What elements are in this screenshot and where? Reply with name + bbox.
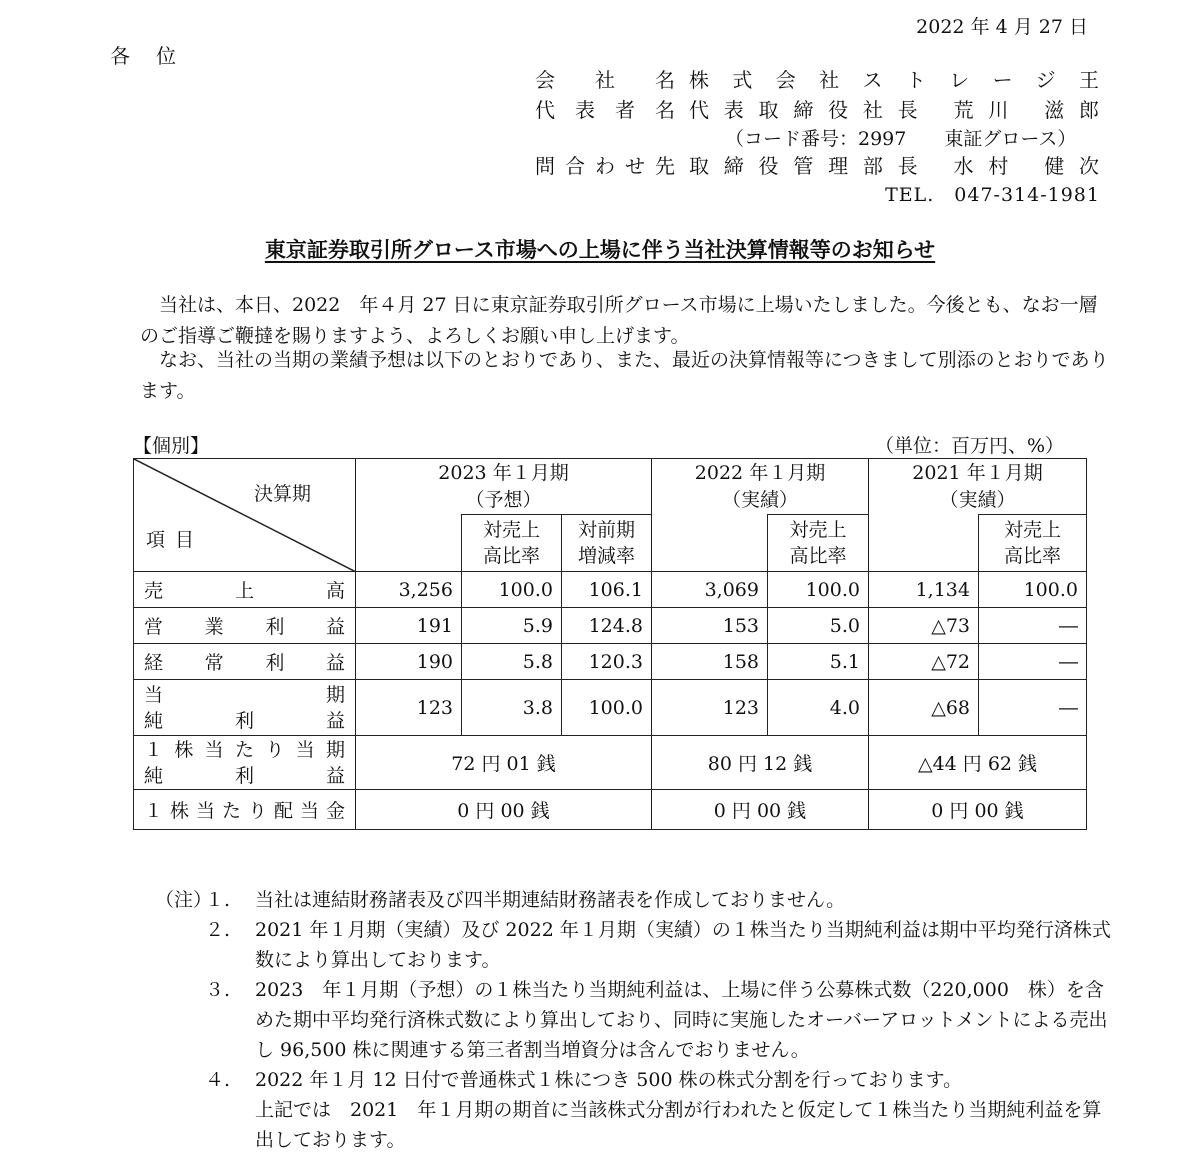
empty-header-cell	[356, 515, 462, 572]
note-number: ４.	[205, 1069, 231, 1091]
note-text: 2023 年１月期（予想）の１株当たり当期純利益は、上場に伴う公募株式数（220,000 株）を含めた期中平均発行済株式数により算出しており、同時に実施したオーバーアロットメントによる売出し 96,500 株に関連する第三者割当増資分は含んでおりません。	[255, 979, 1108, 1061]
period-header-2023	[356, 459, 652, 515]
contact-line	[535, 150, 1099, 179]
value-cell: △73	[869, 608, 979, 644]
section-label: 【個別】	[133, 435, 210, 457]
value-cell: 80 円 12 銭	[652, 736, 869, 790]
value-cell: 124.8	[562, 608, 652, 644]
row-label-line: 純利益	[144, 764, 345, 787]
note-number: ２.	[205, 919, 231, 941]
row-label: １株当たり配当金	[134, 790, 356, 830]
header-line: 高比率	[789, 545, 847, 567]
period-header-line: （予想）	[465, 489, 542, 511]
note-number: １.	[205, 889, 231, 911]
note-text: 上記では 2021 年１月期の期首に当該株式分割が行われたと仮定して１株当たり当期純利益を算出しております。	[255, 1099, 1102, 1151]
note-item	[155, 1065, 1115, 1155]
header-line: 対売上	[482, 519, 540, 541]
unit-label: （単位：百万円、%）	[874, 435, 1064, 457]
contact-label: 問合わせ先	[535, 154, 675, 178]
value-cell: 4.0	[768, 680, 869, 736]
notes-section	[155, 885, 1115, 1155]
value-cell: 1,134	[869, 572, 979, 608]
value-cell: 153	[652, 608, 768, 644]
header-line: 対前期	[577, 519, 635, 541]
note-number: ３.	[205, 979, 231, 1001]
company-label: 会社名	[535, 68, 675, 92]
representative-line	[535, 94, 1099, 123]
document-date: 2022 年 4 月 27 日	[916, 16, 1088, 38]
value-cell: 0 円 00 銭	[869, 790, 1087, 830]
addressee: 各位	[110, 44, 202, 68]
corner-diagonal-line	[134, 459, 356, 572]
value-cell: 0 円 00 銭	[356, 790, 652, 830]
row-label	[134, 736, 356, 790]
value-cell: △44 円 62 銭	[869, 736, 1087, 790]
row-label: 営業利益	[134, 608, 356, 644]
period-header-2022	[652, 459, 869, 515]
value-cell: 5.1	[768, 644, 869, 680]
value-cell: △68	[869, 680, 979, 736]
value-cell: 191	[356, 608, 462, 644]
value-cell: 100.0	[562, 680, 652, 736]
corner-item-label: 項目	[146, 529, 205, 551]
value-cell: △72	[869, 644, 979, 680]
table-row-ordinary-income	[134, 644, 1087, 680]
value-cell: ―	[979, 608, 1087, 644]
company-line	[535, 64, 1099, 93]
contact-name: 取締役管理部長 水村 健次	[689, 154, 1099, 178]
period-header-line: 2022 年１月期	[694, 462, 826, 484]
value-cell: ―	[979, 680, 1087, 736]
note-text: 2021 年１月期（実績）及び 2022 年１月期（実績）の１株当たり当期純利益は期中平均発行済株式数により算出しております。	[255, 919, 1111, 971]
paragraph-text: なお、当社の当期の業績予想は以下のとおりであり、また、最近の決算情報等につきまして別添のとおりであります。	[140, 349, 1109, 402]
representative-name: 代表取締役社長 荒川 滋郎	[689, 98, 1099, 122]
table-row-operating-income	[134, 608, 1087, 644]
note-text: 当社は連結財務諸表及び四半期連結財務諸表を作成しておりません。	[255, 889, 846, 911]
value-cell: 100.0	[768, 572, 869, 608]
table-corner-header	[134, 459, 356, 572]
note-text: 2022 年１月 12 日付で普通株式１株につき 500 株の株式分割を行っております。	[255, 1069, 963, 1091]
notes-label: （注）	[155, 889, 213, 911]
financial-table	[133, 458, 1087, 830]
value-cell: 106.1	[562, 572, 652, 608]
row-label: 経常利益	[134, 644, 356, 680]
value-cell: 3.8	[462, 680, 562, 736]
value-cell: 0 円 00 銭	[652, 790, 869, 830]
header-line: 高比率	[1003, 545, 1061, 567]
telephone: TEL. 047-314-1981	[885, 184, 1100, 206]
value-cell: 123	[652, 680, 768, 736]
body-paragraph-1	[140, 290, 1115, 352]
value-cell: 100.0	[462, 572, 562, 608]
value-cell: ―	[979, 644, 1087, 680]
body-paragraph-2	[140, 345, 1115, 407]
value-cell: 158	[652, 644, 768, 680]
header-line: 増減率	[577, 545, 635, 567]
value-cell: 5.9	[462, 608, 562, 644]
period-header-2021	[869, 459, 1087, 515]
row-label-line: 純利益	[144, 709, 345, 732]
representative-label: 代表者名	[535, 98, 675, 122]
value-cell: 3,069	[652, 572, 768, 608]
table-row-eps	[134, 736, 1087, 790]
ratio-header-2022	[768, 515, 869, 572]
ratio-header-2023	[462, 515, 562, 572]
stock-code: （コード番号：2997 東証グロース）	[725, 128, 1077, 150]
row-label: 売上高	[134, 572, 356, 608]
change-header-2023	[562, 515, 652, 572]
note-item	[155, 885, 1115, 915]
header-line: 対売上	[789, 519, 847, 541]
header-line: 対売上	[1003, 519, 1061, 541]
paragraph-text: 当社は、本日、2022 年４月 27 日に東京証券取引所グロース市場に上場いたしました。今後とも、なお一層のご指導ご鞭撻を賜りますよう、よろしくお願い申し上げます。	[140, 294, 1098, 347]
value-cell: 5.8	[462, 644, 562, 680]
value-cell: 3,256	[356, 572, 462, 608]
row-label-line: 当期	[144, 683, 345, 706]
table-row-net-income	[134, 680, 1087, 736]
company-name: 株式会社ストレージ王	[689, 68, 1099, 92]
value-cell: 123	[356, 680, 462, 736]
period-header-line: （実績）	[721, 489, 798, 511]
corner-period-label: 決算期	[254, 483, 312, 505]
value-cell: 190	[356, 644, 462, 680]
period-header-line: 2023 年１月期	[438, 462, 569, 484]
note-item	[155, 975, 1115, 1065]
table-row-dividend	[134, 790, 1087, 830]
row-label	[134, 680, 356, 736]
period-header-line: 2021 年１月期	[912, 462, 1043, 484]
value-cell: 5.0	[768, 608, 869, 644]
note-item	[155, 915, 1115, 975]
header-line: 高比率	[482, 545, 540, 567]
empty-header-cell	[869, 515, 979, 572]
value-cell: 72 円 01 銭	[356, 736, 652, 790]
value-cell: 120.3	[562, 644, 652, 680]
table-row-sales	[134, 572, 1087, 608]
value-cell: 100.0	[979, 572, 1087, 608]
row-label-line: １株当たり当期	[144, 738, 345, 761]
empty-header-cell	[652, 515, 768, 572]
period-header-line: （実績）	[939, 489, 1016, 511]
document-title: 東京証券取引所グロース市場への上場に伴う当社決算情報等のお知らせ	[264, 238, 936, 262]
ratio-header-2021	[979, 515, 1087, 572]
